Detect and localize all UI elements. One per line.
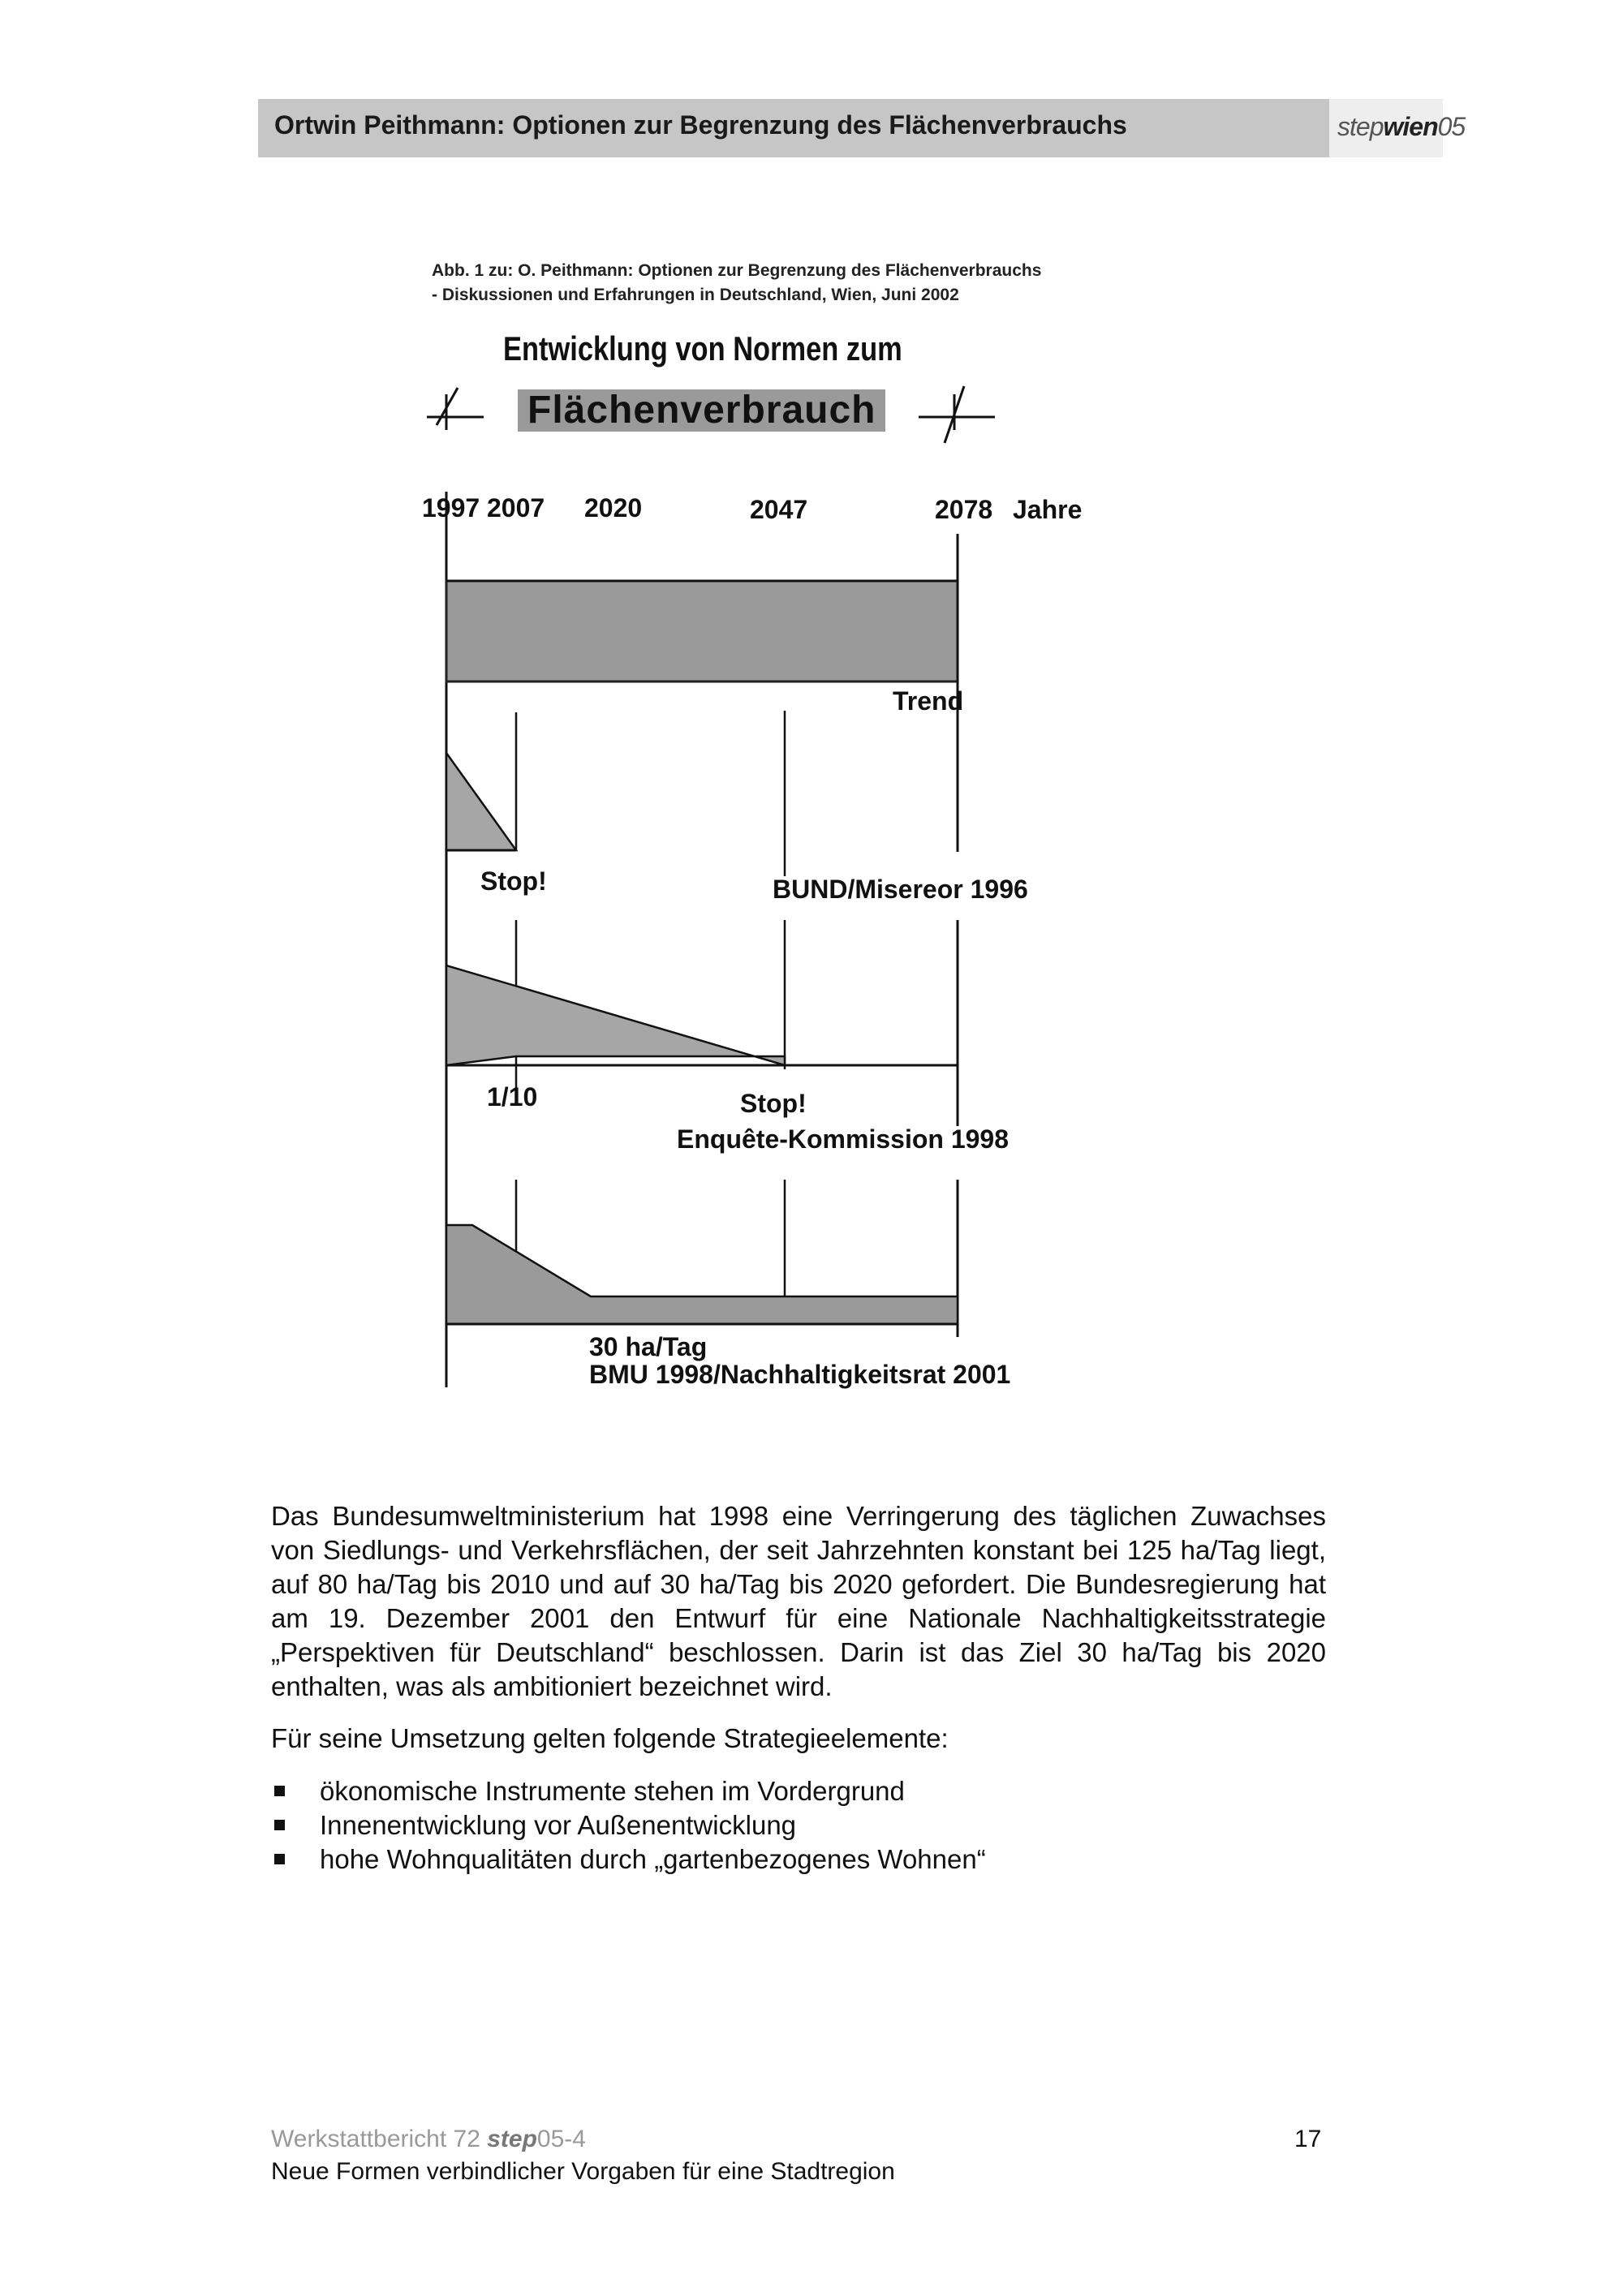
figure-subtitle: Flächenverbrauch xyxy=(518,389,885,432)
year-2020: 2020 xyxy=(584,493,643,522)
page-header xyxy=(258,99,1466,157)
logo-brand: wien xyxy=(1383,112,1438,141)
consumption-area-3 xyxy=(446,1225,958,1324)
footer-report-prefix: Werkstattbericht 72 xyxy=(271,2126,488,2152)
strategy-list xyxy=(271,1774,986,1877)
header-title: Ortwin Peithmann: Optionen zur Begrenzung des Flächenverbrauchs xyxy=(274,110,1127,140)
list-item: Innenentwicklung vor Außenentwicklung xyxy=(271,1808,986,1842)
body-paragraph: Das Bundesumweltministerium hat 1998 eine Verringerung des täglichen Zuwachses von Siedlungs- und Verkehrsflächen, der seit Jahrzehnten konstant bei 125 ha/Tag liegt, auf 80 ha/Tag bis 2010 und auf 30 ha/Tag bis 2020 gefordert. Die Bundesregierung hat am 19. Dezember 2001 den Entwurf für eine Nationale Nachhaltigkeitsstrategie „Perspektiven für Deutschland“ beschlossen. Darin ist das Ziel 30 ha/Tag bis 2020 enthalten, was als ambitioniert bezeichnet wird. xyxy=(271,1501,1326,1701)
bullet-square-icon xyxy=(274,1820,285,1830)
panel-bund xyxy=(446,681,958,876)
decline-wedge-2 xyxy=(446,965,785,1065)
logo-prefix: step xyxy=(1337,112,1384,141)
rate-label: 30 ha/Tag xyxy=(589,1332,708,1361)
year-1997: 1997 xyxy=(422,493,480,522)
year-2078: 2078 xyxy=(935,495,993,524)
trend-band xyxy=(446,581,958,681)
step-wien-logo xyxy=(1329,99,1466,157)
footer-subtitle: Neue Formen verbindlicher Vorgaben für eine Stadtregion xyxy=(271,2158,895,2185)
figure-title: Entwicklung von Normen zum xyxy=(503,329,902,368)
bullet-square-icon xyxy=(274,1854,285,1864)
stop-label-1: Stop! xyxy=(480,866,547,896)
list-item: ökonomische Instrumente stehen im Vordergrund xyxy=(271,1774,986,1808)
bullet-square-icon xyxy=(274,1786,285,1796)
year-2007: 2007 xyxy=(487,493,545,522)
footer-report xyxy=(271,2126,586,2153)
decline-wedge-1 xyxy=(446,753,516,850)
footer-report-brand: step xyxy=(487,2126,537,2152)
scenario-enquete-label: Enquête-Kommission 1998 xyxy=(677,1124,1009,1154)
year-2047: 2047 xyxy=(750,495,808,524)
figure-caption-line2: - Diskussionen und Erfahrungen in Deutschland, Wien, Juni 2002 xyxy=(432,286,959,304)
trend-label: Trend xyxy=(893,686,964,716)
footer-report-suffix: 05-4 xyxy=(536,2126,586,2152)
logo-suffix: 05 xyxy=(1437,112,1466,141)
scenario-bmu-label: BMU 1998/Nachhaltigkeitsrat 2001 xyxy=(589,1360,1011,1389)
panel-bmu xyxy=(446,1180,958,1337)
stop-label-2: Stop! xyxy=(740,1089,807,1118)
ratio-label: 1/10 xyxy=(487,1082,538,1111)
list-item: hohe Wohnqualitäten durch „gartenbezogenes Wohnen“ xyxy=(271,1842,986,1877)
figure-norms-diagram xyxy=(422,250,1104,1402)
page-number: 17 xyxy=(1294,2126,1322,2152)
strategy-lead: Für seine Umsetzung gelten folgende Strategieelemente: xyxy=(271,1723,949,1753)
figure-caption-line1: Abb. 1 zu: O. Peithmann: Optionen zur Begrenzung des Flächenverbrauchs xyxy=(432,261,1042,280)
scenario-bund-label: BUND/Misereor 1996 xyxy=(773,875,1028,904)
years-unit: Jahre xyxy=(1013,495,1083,524)
